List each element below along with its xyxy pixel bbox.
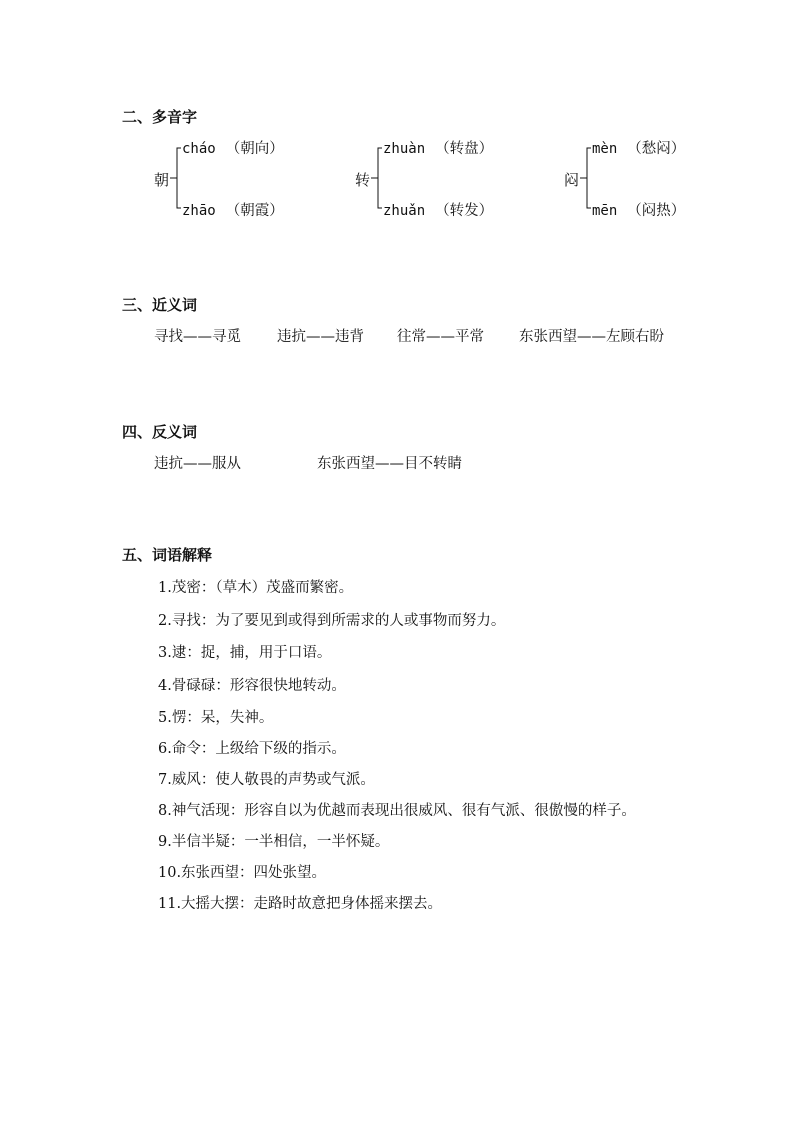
bracket-line [371,146,383,210]
definition-item: 9.半信半疑：一半相信，一半怀疑。 [158,834,390,850]
example-word: （闷热） [627,203,686,219]
pinyin: zhuàn [383,141,426,157]
example-word: （转盘） [435,141,494,157]
definition-item: 5.愣：呆，失神。 [158,710,274,726]
bracket-line [580,146,592,210]
definition-item: 10.东张西望：四处张望。 [158,865,327,881]
synonym-pair: 违抗——违背 [277,329,364,345]
example-word: （愁闷） [627,141,686,157]
definition-item: 1.茂密：（草木）茂盛而繁密。 [158,580,354,596]
polyphonic-char: 闷 [564,171,580,189]
section-polyphonic-title: 二、多音字 [122,108,198,126]
polyphonic-char: 朝 [154,171,170,189]
polyphonic-reading-top [383,137,493,158]
definition-item: 6.命令：上级给下级的指示。 [158,741,346,757]
synonym-pair: 寻找——寻觅 [154,329,241,345]
definition-item: 11.大摇大摆：走路时故意把身体摇来摆去。 [158,896,443,912]
definition-item: 2.寻找：为了要见到或得到所需求的人或事物而努力。 [158,613,506,629]
pinyin: mèn [592,141,618,157]
polyphonic-reading-bottom [383,199,493,220]
polyphonic-char: 转 [355,171,371,189]
polyphonic-reading-bottom [182,199,284,220]
pinyin: zhuǎn [383,203,426,219]
synonym-pair: 东张西望——左顾右盼 [519,329,664,345]
section-antonyms-title: 四、反义词 [122,423,198,441]
pinyin: zhāo [182,203,216,219]
definition-item: 7.威风：使人敬畏的声势或气派。 [158,772,375,788]
synonym-pair: 往常——平常 [397,329,484,345]
section-synonyms-title: 三、近义词 [122,296,198,314]
definition-item: 3.逮：捉，捕，用于口语。 [158,645,332,661]
antonym-pair: 东张西望——目不转睛 [317,456,462,472]
polyphonic-reading-top [592,137,685,158]
bracket-line [170,146,182,210]
definition-item: 4.骨碌碌：形容很快地转动。 [158,678,346,694]
example-word: （朝霞） [225,203,284,219]
example-word: （朝向） [225,141,284,157]
example-word: （转发） [435,203,494,219]
pinyin: cháo [182,141,216,157]
polyphonic-reading-top [182,137,284,158]
antonym-pair: 违抗——服从 [154,456,241,472]
polyphonic-reading-bottom [592,199,685,220]
section-definitions-title: 五、词语解释 [122,546,213,564]
definition-item: 8.神气活现：形容自以为优越而表现出很威风、很有气派、很傲慢的样子。 [158,803,636,819]
pinyin: mēn [592,203,618,219]
